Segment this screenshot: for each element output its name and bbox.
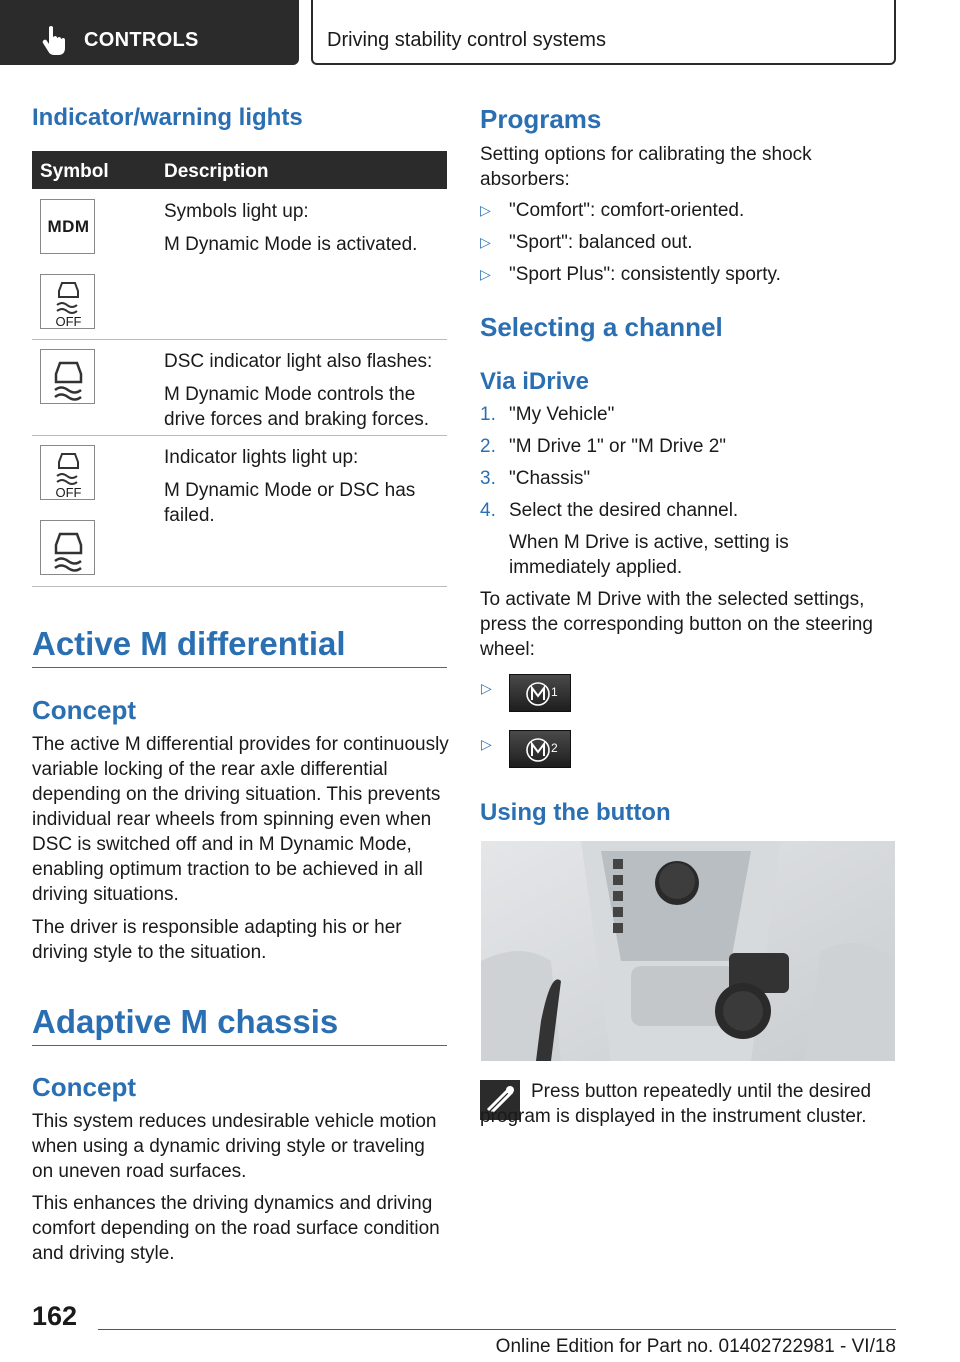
center-console-photo [481,841,895,1061]
col-symbol: Symbol [40,161,109,182]
step-4-note: When M Drive is active, setting is immediately applied. [509,532,789,578]
heading-rule [32,1045,447,1046]
dsc-off-icon: OFF [40,274,95,329]
dsc-icon [40,520,95,575]
step-number: 4. [480,500,496,521]
step-4: Select the desired channel. [509,500,739,521]
row2-description: DSC indicator light also flashes: M Dynamic Mode controls the drive forces and braking forces. [164,351,433,430]
indicator-heading: Indicator/warning lights [32,104,303,131]
concept-heading: Concept [32,695,136,725]
section-title: CONTROLS [84,29,199,51]
edition-text: Online Edition for Part no. 01402722981 - VI/18 [495,1336,896,1357]
step-number: 1. [480,404,496,425]
concept-heading: Concept [32,1072,136,1102]
adaptive-heading: Adaptive M chassis [32,1003,339,1040]
mdm-icon: MDM [40,199,95,254]
triangle-bullet-icon: ▷ [481,736,492,752]
step-number: 3. [480,468,496,489]
triangle-bullet-icon: ▷ [480,234,491,250]
m-drive-1-button: 1 [509,674,571,712]
channel-heading: Selecting a channel [480,312,723,342]
triangle-bullet-icon: ▷ [480,266,491,282]
programs-intro: Setting options for calibrating the shock absorbers: [480,144,812,190]
footer-rule [98,1329,896,1330]
step-number: 2. [480,436,496,457]
activate-text: To activate M Drive with the selected settings, press the corresponding button on the steering wheel: [480,589,873,660]
row-separator [32,339,447,340]
row3-description: Indicator lights light up: M Dynamic Mode or DSC has failed. [164,447,416,526]
m-drive-2-button: 2 [509,730,571,768]
button-heading: Using the button [480,799,671,826]
step-1: "My Vehicle" [509,404,615,425]
step-3: "Chassis" [509,468,591,489]
adaptive-para2: This enhances the driving dynamics and driving comfort depending on the road surface condition and driving style. [32,1193,440,1264]
triangle-bullet-icon: ▷ [480,202,491,218]
row-separator [32,586,447,587]
heading-rule [32,667,447,668]
active-diff-para2: The driver is responsible adapting his or her driving style to the situation. [32,917,402,963]
active-diff-para1: The active M differential provides for continuously variable locking of the rear axle differential depending on the driving situation. This prevents individual rear wheels from spinning even when DSC is switched off and in M Dynamic Mode, enabling optimum traction to be achieved in all driving situations. [32,734,449,905]
button-instruction: Press button repeatedly until the desired program is displayed in the instrument cluster. [480,1081,872,1127]
adaptive-para1: This system reduces undesirable vehicle motion when using a dynamic driving style or traveling on uneven road surfaces. [32,1111,437,1182]
row1-description: Symbols light up: M Dynamic Mode is activated. [164,201,418,255]
step-2: "M Drive 1" or "M Drive 2" [509,436,727,457]
triangle-bullet-icon: ▷ [481,680,492,696]
chapter-title: Driving stability control systems [327,29,606,51]
row-separator [32,435,447,436]
col-description: Description [164,161,269,182]
table-header [32,151,447,189]
page-number: 162 [32,1301,78,1331]
section-tab [0,0,299,65]
chapter-tab [311,0,896,65]
active-diff-heading: Active M differential [32,625,346,662]
idrive-heading: Via iDrive [480,368,589,395]
programs-heading: Programs [480,104,602,134]
dsc-off-icon: OFF [40,445,95,500]
dsc-icon [40,349,95,404]
hand-pointer-icon [40,25,68,55]
